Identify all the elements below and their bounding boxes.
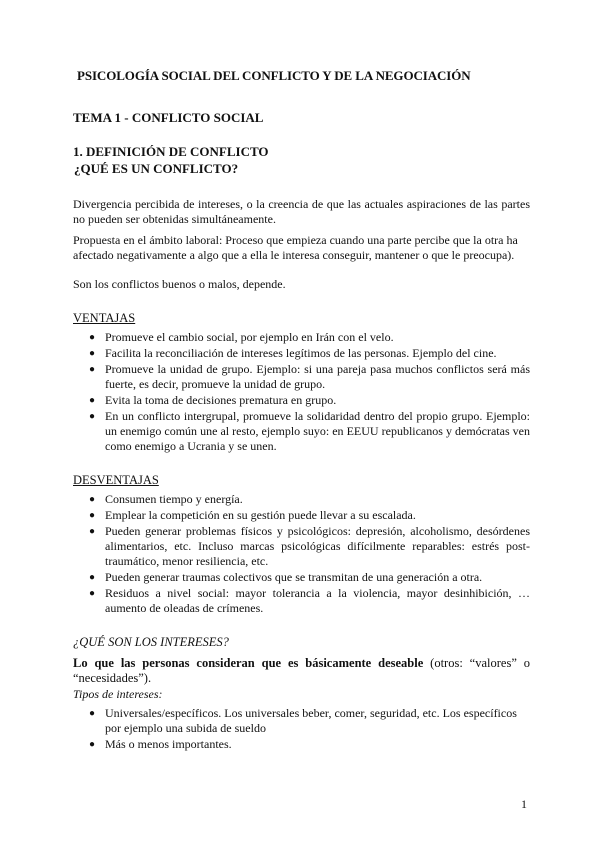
tipos-list [73,706,530,752]
list-item: ● Consumen tiempo y energía. [89,492,243,506]
bullet-icon: ● [89,348,96,359]
list-item: ● Residuos a nivel social: mayor tolerancia a la violencia, mayor desinhibición, …aumento de oleadas de crímenes. [89,586,530,615]
list-item: ● Más o menos importantes. [89,737,232,751]
list-item: ● Pueden generar traumas colectivos que se transmitan de una generación a otra. [89,570,483,584]
bullet-icon: ● [89,364,96,375]
bullet-icon: ● [89,739,96,750]
bullet-icon: ● [89,332,96,343]
list-item: ● En un conflicto intergrupal, promueve la solidaridad dentro del propio grupo. Ejemplo: un enemigo común une al resto, ejemplo suyo: en EEUU republicanos y demócratas ven como enemigo a Ucrania y se unen. [89,409,530,453]
list-item: ● Emplear la competición en su gestión puede llevar a su escalada. [89,508,416,522]
bullet-icon: ● [89,588,96,599]
intereses-definition-bold: Lo que las personas consideran que es básicamente deseable [73,656,424,670]
bullet-icon: ● [89,411,96,422]
intereses-definition [73,656,530,686]
laboral-paragraph: Propuesta en el ámbito laboral: Proceso que empieza cuando una parte percibe que la otra ha afectado negativamente a algo que a ella le interesa conseguir, mantener o que le preocupa). [73,233,518,262]
intereses-definition-rest: (otros: “valores” o “necesidades”). [73,656,531,685]
list-item: ● Evita la toma de decisiones prematura en grupo. [89,393,337,407]
section-subheading-que-es: ¿QUÉ ES UN CONFLICTO? [74,161,239,176]
document-title: PSICOLOGÍA SOCIAL DEL CONFLICTO Y DE LA NEGOCIACIÓN [77,68,471,83]
bullet-icon: ● [89,708,96,719]
list-item: ● Universales/específicos. Los universales beber, comer, seguridad, etc. Los específicos por ejemplo una subida de sueldo [89,706,517,735]
buenos-malos-paragraph: Son los conflictos buenos o malos, depende. [73,277,286,291]
bullet-icon: ● [89,494,96,505]
bullet-icon: ● [89,572,96,583]
bullet-icon: ● [89,510,96,521]
list-item: ● Promueve el cambio social, por ejemplo en Irán con el velo. [89,330,394,344]
bullet-icon: ● [89,395,96,406]
tema-heading: TEMA 1 - CONFLICTO SOCIAL [73,110,264,125]
page-number: 1 [521,797,527,811]
desventajas-heading: DESVENTAJAS [73,473,159,487]
definition-paragraph: Divergencia percibida de intereses, o la creencia de que las actuales aspiraciones de las partes no pueden ser obtenidas simultáneamente. [73,197,530,226]
ventajas-heading: VENTAJAS [73,311,136,325]
tipos-label: Tipos de intereses: [73,687,163,701]
desventajas-list [73,492,530,616]
list-item: ● Facilita la reconciliación de intereses legítimos de las personas. Ejemplo del cine. [89,346,497,360]
list-item: ● Promueve la unidad de grupo. Ejemplo: si una pareja pasa muchos conflictos será más fuerte, es decir, promueve la unidad de grupo. [89,362,530,391]
list-item: ● Pueden generar problemas físicos y psicológicos: depresión, alcoholismo, desórdenes alimentarios, etc. Incluso marcas psicológicas difícilmente reparables: estrés post-traumático, menor resiliencia, etc. [89,524,530,568]
section-heading-definicion: 1. DEFINICIÓN DE CONFLICTO [73,144,269,159]
ventajas-list [73,330,530,454]
intereses-question: ¿QUÉ SON LOS INTERESES? [73,635,229,649]
bullet-icon: ● [89,526,96,537]
